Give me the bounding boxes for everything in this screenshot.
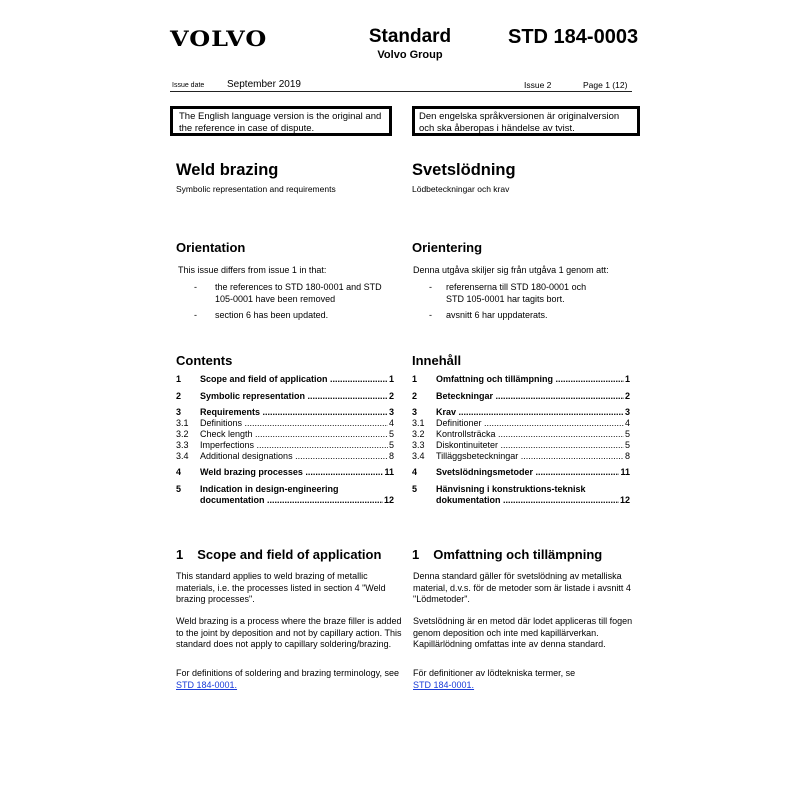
page-indicator: Page 1 (12): [583, 80, 628, 90]
std-184-0001-link[interactable]: STD 184-0001.: [413, 679, 475, 690]
issue-date-label: Issue date: [172, 82, 205, 89]
toc-page: 8: [624, 451, 630, 461]
definitions-text: För definitioner av lödtekniska termer, se: [413, 668, 576, 678]
toc-label: Imperfections .....: [200, 440, 388, 451]
section-heading-en: [176, 547, 381, 562]
toc-label: documentation .....: [200, 495, 383, 506]
toc-label: Definitioner .....: [436, 418, 624, 429]
section1-paragraph-sv: Svetslödning är en metod där lodet appliceras till fogen genom deposition och inte med kapillärverkan. Kapillärlödning omfattas inte av denna standard.: [413, 616, 633, 649]
issue-date: September 2019: [227, 79, 301, 90]
toc-num: 1: [412, 374, 418, 384]
section1-paragraph-en: This standard applies to weld brazing of metallic materials, i.e. the processes listed in section 4 "Weld brazing processes".: [176, 571, 386, 604]
toc-entry-continued[interactable]: [412, 495, 630, 506]
notice-box-sv: Den engelska språkversionen är originalversion och ska åberopas i händelse av tvist.: [412, 106, 640, 136]
toc-label: Beteckningar .....: [436, 391, 624, 402]
orientation-intro-sv: Denna utgåva skiljer sig från utgåva 1 genom att:: [413, 265, 609, 275]
toc-label: Check length .....: [200, 429, 388, 440]
subtitle-sv: Lödbeteckningar och krav: [412, 184, 510, 194]
toc-num: 3.1: [412, 418, 425, 428]
definitions-text: For definitions of soldering and brazing terminology, see: [176, 668, 399, 678]
toc-page: 5: [388, 429, 394, 439]
toc-entry[interactable]: [176, 429, 394, 440]
toc-page: 2: [624, 391, 630, 401]
toc-num: 1: [176, 374, 182, 384]
section-heading-sv: [412, 547, 602, 562]
toc-label: Hänvisning i konstruktions-teknisk: [436, 484, 586, 494]
section-title: Omfattning och tillämpning: [433, 547, 603, 562]
orientation-bullet-sv: avsnitt 6 har uppdaterats.: [446, 310, 548, 320]
toc-label: Requirements .....: [200, 407, 388, 418]
contents-heading-en: Contents: [176, 353, 233, 368]
toc-entry[interactable]: [412, 374, 630, 385]
toc-num: 3.2: [176, 429, 189, 439]
toc-num: 3.2: [412, 429, 425, 439]
toc-page: 8: [388, 451, 394, 461]
toc-num: 3.3: [176, 440, 189, 450]
toc-entry[interactable]: [176, 418, 394, 429]
toc-page: 4: [388, 418, 394, 428]
std-184-0001-link[interactable]: STD 184-0001.: [176, 679, 238, 690]
toc-entry[interactable]: [412, 451, 630, 462]
toc-label: Additional designations .....: [200, 451, 388, 462]
bullet-dash: -: [429, 282, 432, 292]
toc-num: 2: [412, 391, 418, 401]
toc-num: 3: [176, 407, 182, 417]
toc-label: Tilläggsbeteckningar .....: [436, 451, 624, 462]
toc-num: 2: [176, 391, 182, 401]
toc-entry[interactable]: [412, 440, 630, 451]
toc-num: 3.4: [176, 451, 189, 461]
section1-paragraph-en: [176, 668, 402, 691]
toc-entry-continued[interactable]: [176, 495, 394, 506]
toc-label: Scope and field of application .....: [200, 374, 388, 385]
toc-num: 3: [412, 407, 418, 417]
notice-box-en: The English language version is the original and the reference in case of dispute.: [170, 106, 392, 136]
toc-page: 2: [388, 391, 394, 401]
toc-entry[interactable]: [412, 467, 630, 478]
issue-number: Issue 2: [524, 80, 552, 90]
toc-page: 12: [383, 495, 394, 505]
toc-page: 1: [624, 374, 630, 384]
bullet-dash: -: [429, 310, 432, 320]
orientation-bullet-en: the references to STD 180-0001 and STD 105-0001 have been removed: [215, 282, 382, 304]
toc-num: 3.1: [176, 418, 189, 428]
toc-page: 5: [388, 440, 394, 450]
toc-label: Weld brazing processes .....: [200, 467, 383, 478]
toc-page: 1: [388, 374, 394, 384]
toc-label: Svetslödningsmetoder .....: [436, 467, 619, 478]
bullet-dash: -: [194, 282, 197, 292]
toc-num: 4: [412, 467, 418, 477]
toc-page: 5: [624, 429, 630, 439]
toc-entry[interactable]: [412, 391, 630, 402]
toc-entry[interactable]: [412, 429, 630, 440]
section-title: Scope and field of application: [197, 547, 382, 562]
toc-page: 12: [619, 495, 630, 505]
orientation-intro-en: This issue differs from issue 1 in that:: [178, 265, 327, 275]
toc-num: 5: [176, 484, 182, 494]
toc-page: 11: [384, 467, 394, 477]
toc-label: Krav .....: [436, 407, 624, 418]
orientation-bullet-en: section 6 has been updated.: [215, 310, 329, 320]
toc-label: Diskontinuiteter .....: [436, 440, 624, 451]
toc-page: 4: [624, 418, 630, 428]
title-sv: Svetslödning: [412, 161, 516, 179]
section-number: 1: [176, 547, 184, 562]
toc-label: Symbolic representation .....: [200, 391, 388, 402]
section1-paragraph-sv: [413, 668, 613, 691]
toc-num: 4: [176, 467, 182, 477]
toc-num: 3.4: [412, 451, 425, 461]
toc-entry[interactable]: [176, 407, 394, 418]
subtitle-en: Symbolic representation and requirements: [176, 184, 336, 194]
toc-num: 5: [412, 484, 418, 494]
toc-page: 5: [624, 440, 630, 450]
header-divider: [170, 91, 632, 92]
toc-entry[interactable]: [412, 484, 630, 495]
toc-page: 11: [620, 467, 630, 477]
orientation-heading-en: Orientation: [176, 240, 246, 255]
organization: Volvo Group: [377, 49, 443, 61]
toc-entry[interactable]: [176, 451, 394, 462]
toc-entry[interactable]: [412, 407, 630, 418]
doc-type: Standard: [368, 26, 452, 47]
toc-label: dokumentation .....: [436, 495, 619, 506]
toc-page: 3: [624, 407, 630, 417]
toc-entry[interactable]: [176, 374, 394, 385]
doc-number: STD 184-0003: [508, 26, 639, 48]
toc-entry[interactable]: [176, 391, 394, 402]
orientation-heading-sv: Orientering: [412, 240, 483, 255]
bullet-dash: -: [194, 310, 197, 320]
section1-paragraph-sv: Denna standard gäller för svetslödning av metalliska material, d.v.s. för de metoder som är listade i avsnitt 4 "Lödmetoder".: [413, 571, 631, 604]
toc-label: Definitions .....: [200, 418, 388, 429]
toc-label: Kontrollsträcka .....: [436, 429, 624, 440]
toc-entry[interactable]: [176, 467, 394, 478]
toc-entry[interactable]: [412, 418, 630, 429]
toc-page: 3: [388, 407, 394, 417]
toc-entry[interactable]: [176, 440, 394, 451]
toc-entry[interactable]: [176, 484, 394, 495]
toc-label: Indication in design-engineering: [200, 484, 339, 494]
section1-paragraph-en: Weld brazing is a process where the braze filler is added to the joint by deposition and not by capillary action. This standard does not apply to capillary soldering/brazing.: [176, 616, 402, 649]
section-number: 1: [412, 547, 420, 562]
toc-label: Omfattning och tillämpning .....: [436, 374, 624, 385]
toc-num: 3.3: [412, 440, 425, 450]
contents-heading-sv: Innehåll: [412, 353, 462, 368]
volvo-logo: VOLVO: [170, 25, 268, 52]
title-en: Weld brazing: [176, 161, 279, 179]
orientation-bullet-sv: referenserna till STD 180-0001 och STD 105-0001 har tagits bort.: [446, 282, 587, 304]
